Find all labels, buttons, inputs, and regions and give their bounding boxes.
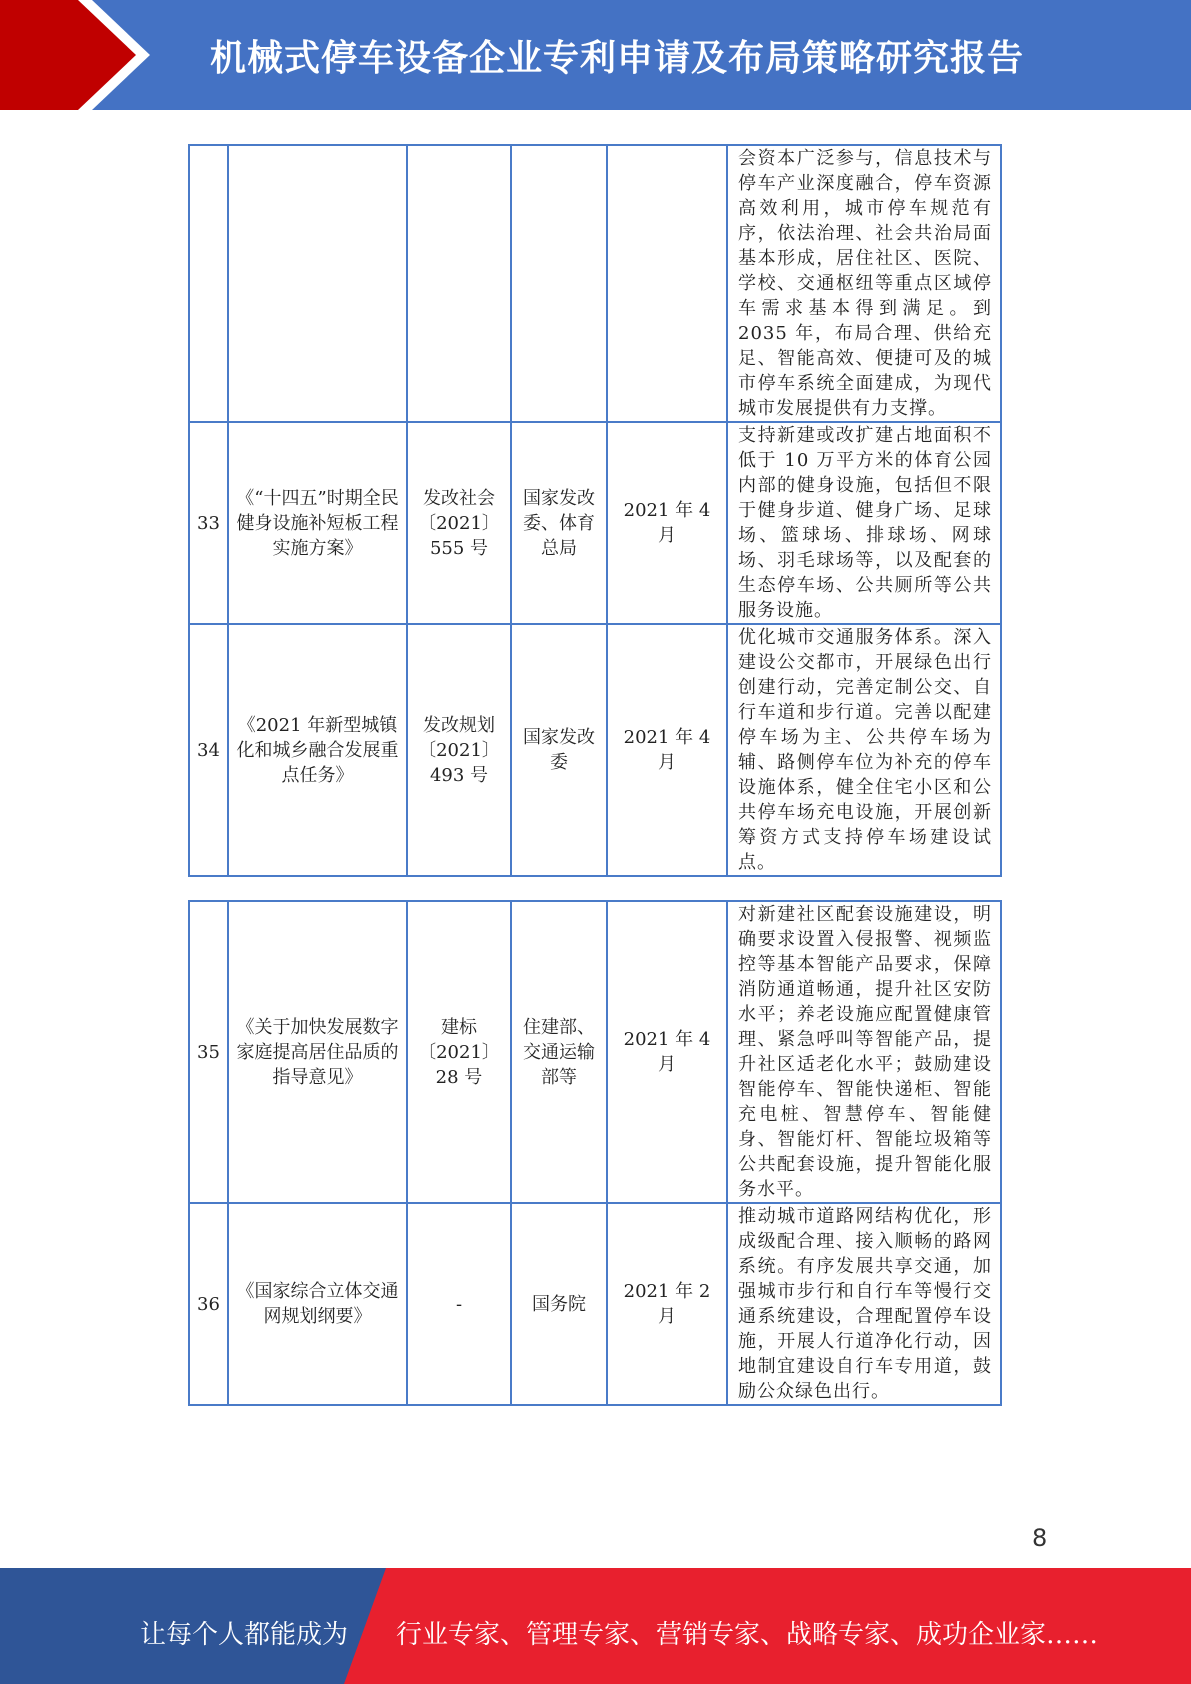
footer-slogan-list: 行业专家、管理专家、营销专家、战略专家、成功企业家…… [396, 1620, 1099, 1650]
policy-table-lower [188, 900, 1002, 1406]
policy-content: 支持新建或改扩建占地面积不低于 10 万平方米的体育公园内部的健身设施，包括但不限于健身步道、健身广场、足球场、篮球场、排球场、网球场、羽毛球场等，以及配套的生态停车场、公共厕所等公共服务设施。 [727, 422, 1001, 624]
policy-name [228, 145, 407, 422]
table-row [189, 901, 1001, 1203]
issue-date: 2021 年 4 月 [607, 422, 727, 624]
report-title: 机械式停车设备企业专利申请及布局策略研究报告 [210, 38, 1025, 79]
issue-date: 2021 年 4 月 [607, 624, 727, 876]
issuing-authority: 国务院 [511, 1203, 607, 1405]
policy-table-upper [188, 144, 1002, 877]
row-number: 34 [189, 624, 228, 876]
row-number: 36 [189, 1203, 228, 1405]
policy-name: 《“十四五”时期全民健身设施补短板工程实施方案》 [228, 422, 407, 624]
issuing-authority: 住建部、交通运输部等 [511, 901, 607, 1203]
table-row [189, 624, 1001, 876]
policy-name: 《关于加快发展数字家庭提高居住品质的指导意见》 [228, 901, 407, 1203]
document-number: 发改社会〔2021〕555 号 [407, 422, 511, 624]
header-bar [0, 0, 1191, 110]
issue-date: 2021 年 2 月 [607, 1203, 727, 1405]
page-number: 8 [1032, 1524, 1048, 1552]
table-row [189, 145, 1001, 422]
document-number [407, 145, 511, 422]
issuing-authority: 国家发改委 [511, 624, 607, 876]
policy-name: 《2021 年新型城镇化和城乡融合发展重点任务》 [228, 624, 407, 876]
table-row [189, 1203, 1001, 1405]
footer-slogan-lead: 让每个人都能成为 [140, 1620, 349, 1650]
issue-date: 2021 年 4 月 [607, 901, 727, 1203]
policy-content: 对新建社区配套设施建设，明确要求设置入侵报警、视频监控等基本智能产品要求，保障消防通道畅通，提升社区安防水平；养老设施应配置健康管理、紧急呼叫等智能产品，提升社区适老化水平；鼓励建设智能停车、智能快递柜、智能充电桩、智慧停车、智能健身、智能灯杆、智能垃圾箱等公共配套设施，提升智能化服务水平。 [727, 901, 1001, 1203]
row-number [189, 145, 228, 422]
table-row [189, 422, 1001, 624]
issuing-authority [511, 145, 607, 422]
document-number: 建标〔2021〕28 号 [407, 901, 511, 1203]
policy-content: 优化城市交通服务体系。深入建设公交都市，开展绿色出行创建行动，完善定制公交、自行车道和步行道。完善以配建停车场为主、公共停车场为辅、路侧停车位为补充的停车设施体系，健全住宅小区和公共停车场充电设施，开展创新筹资方式支持停车场建设试点。 [727, 624, 1001, 876]
issue-date [607, 145, 727, 422]
row-number: 33 [189, 422, 228, 624]
header-red-arrow [0, 0, 150, 110]
document-number: - [407, 1203, 511, 1405]
document-number: 发改规划〔2021〕493 号 [407, 624, 511, 876]
policy-name: 《国家综合立体交通网规划纲要》 [228, 1203, 407, 1405]
row-number: 35 [189, 901, 228, 1203]
policy-content: 推动城市道路网结构优化，形成级配合理、接入顺畅的路网系统。有序发展共享交通，加强城市步行和自行车等慢行交通系统建设，合理配置停车设施，开展人行道净化行动，因地制宜建设自行车专用道，鼓励公众绿色出行。 [727, 1203, 1001, 1405]
issuing-authority: 国家发改委、体育总局 [511, 422, 607, 624]
policy-content: 会资本广泛参与，信息技术与停车产业深度融合，停车资源高效利用，城市停车规范有序，依法治理、社会共治局面基本形成，居住社区、医院、学校、交通枢纽等重点区域停车需求基本得到满足。到 2035 年，布局合理、供给充足、智能高效、便捷可及的城市停车系统全面建成，为现代城市发展提供有力支撑。 [727, 145, 1001, 422]
